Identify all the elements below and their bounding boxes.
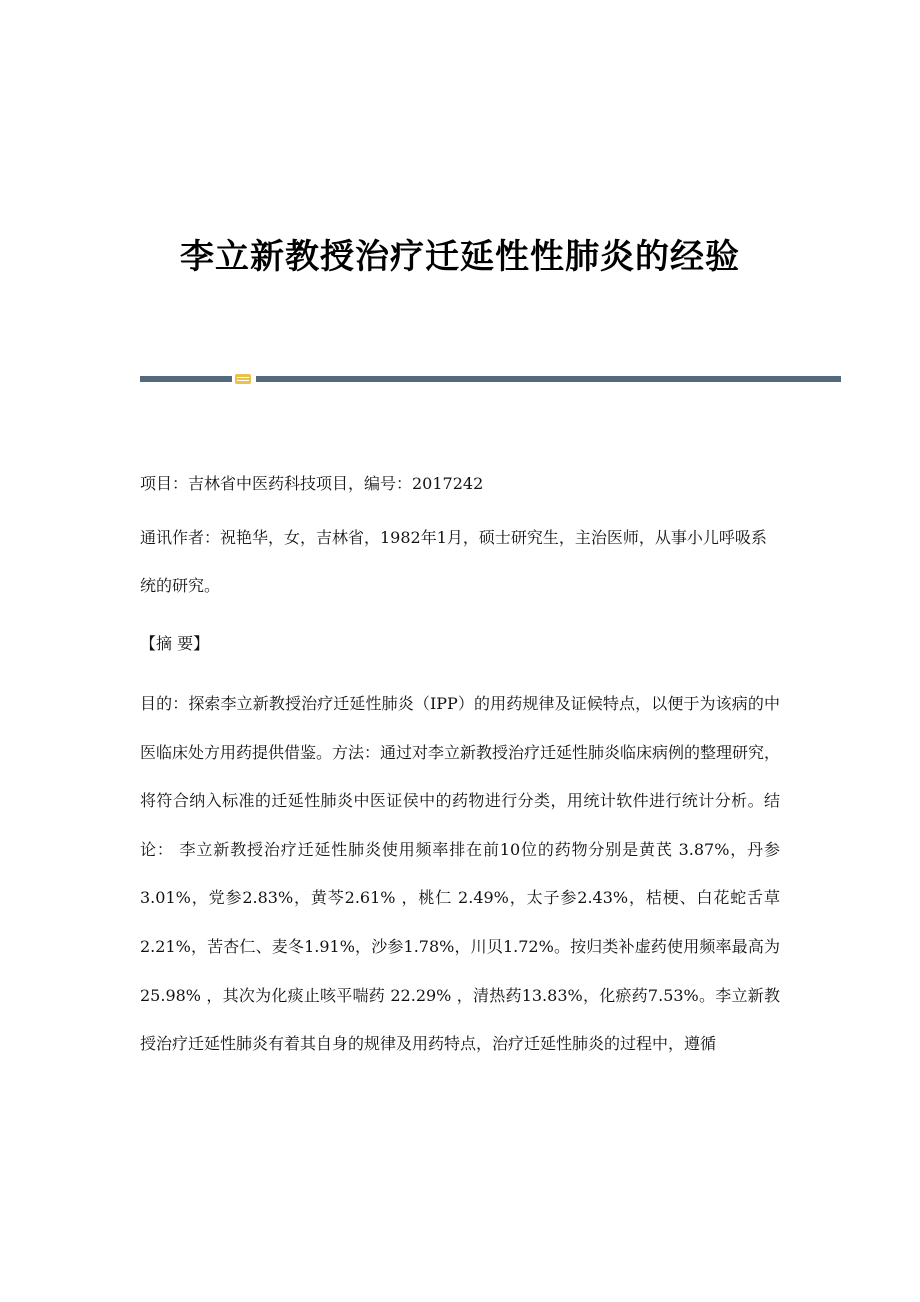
divider-ornament-icon xyxy=(235,374,251,384)
divider-right-segment xyxy=(256,376,841,382)
author-info: 通讯作者：祝艳华，女，吉林省，1982年1月，硕士研究生，主治医师，从事小儿呼吸系统的研究。 xyxy=(140,528,767,595)
divider-left-segment xyxy=(140,376,232,382)
title-divider xyxy=(140,374,841,384)
abstract-heading: 【摘 要】 xyxy=(140,634,210,653)
document-title: 李立新教授治疗迁延性性肺炎的经验 xyxy=(180,236,740,277)
project-info: 项目：吉林省中医药科技项目，编号：2017242 xyxy=(140,474,484,493)
abstract-body: 目的：探索李立新教授治疗迁延性肺炎（IPP）的用药规律及证候特点，以便于为该病的中医临床处方用药提供借鉴。方法：通过对李立新教授治疗迁延性肺炎临床病例的整理研究，将符合纳入标准的迁延性肺炎中医证侯中的药物进行分类，用统计软件进行统计分析。结论： 李立新教授治疗迁延性肺炎使用频率排在前10位的药物分别是黄芪 3.87%，丹参 3.01%，党参2.83%，黄芩2.61% ，桃仁 2.49%，太子参2.43%，桔梗、白花蛇舌草2.21%，苦杏仁、麦冬1.91%，沙参1.78%，川贝1.72%。按归类补虚药使用频率最高为25.98% ，其次为化痰止咳平喘药 22.29% ，清热药13.83%，化瘀药7.53%。李立新教授治疗迁延性肺炎有着其自身的规律及用药特点，治疗迁延性肺炎的过程中，遵循 xyxy=(140,694,781,1054)
